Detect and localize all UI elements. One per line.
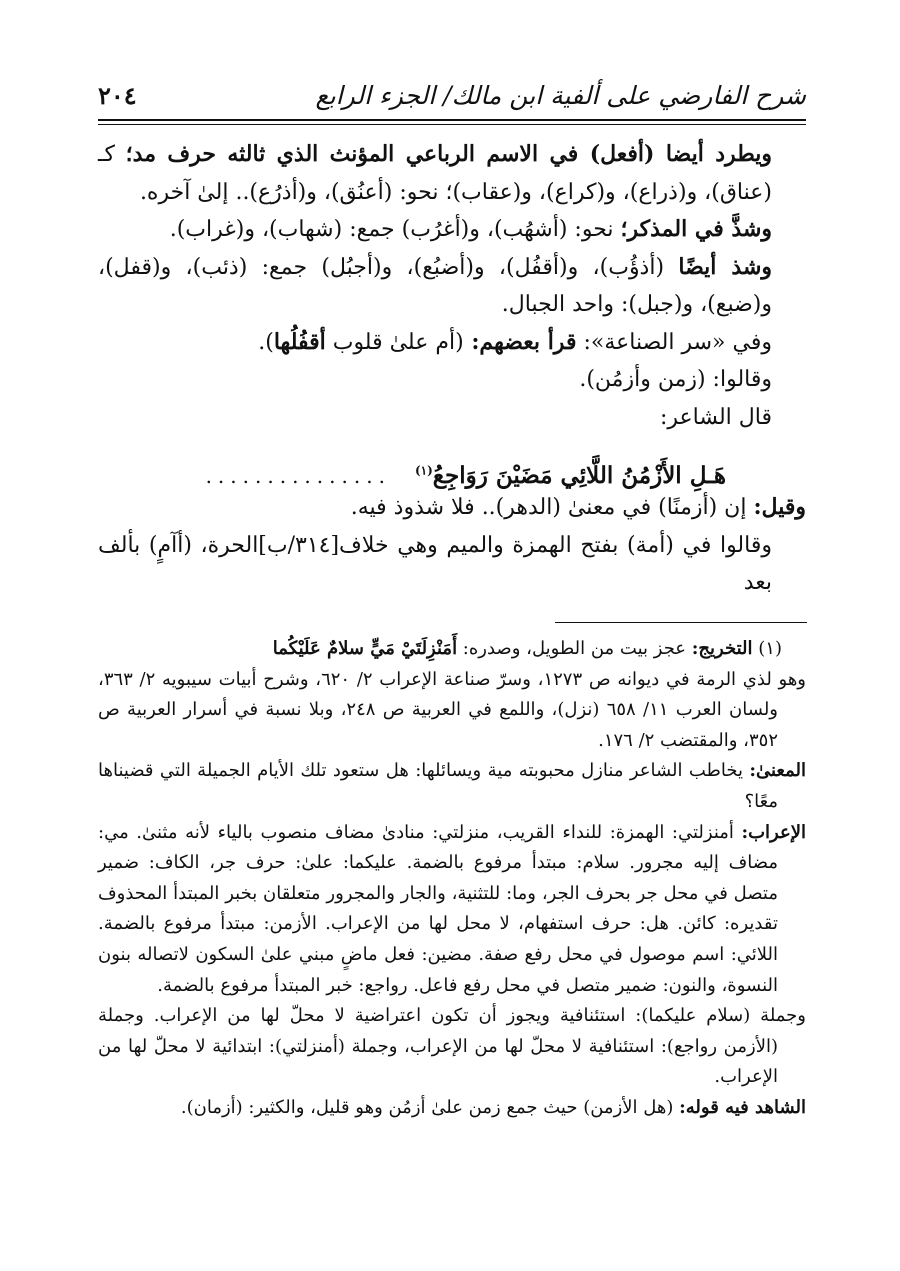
p2-bold: وشذَّ في المذكر؛: [620, 216, 772, 242]
footnote-takhrij: [98, 634, 806, 665]
footnotes: [98, 634, 806, 1124]
meaning-text: يخاطب الشاعر منازل محبوبته مية ويسائلها: هل ستعود تلك الأيام الجميلة التي قضيناها معًا؟: [98, 760, 778, 812]
p4-bold2: أقفُلُها: [273, 328, 326, 355]
p7-bold: وقيل:: [753, 494, 806, 520]
p4-pre: وفي «سر الصناعة»:: [576, 329, 772, 355]
shahid-text: (هل الأزمن) حيث جمع زمن علىٰ أزمُن وهو قليل، والكثير: (أزمان).: [180, 1096, 680, 1118]
irab-label: الإعراب:: [741, 821, 806, 843]
p3-rest: (أذؤُب)، و(أقفُل)، و(أضبُع)، و(أجبُل) جمع: (ذئب)، و(قفل)، و(ضبع)، و(جبل): واحد الجبال.: [98, 254, 772, 317]
paragraph-3: [98, 249, 806, 324]
verse-dots: ...............: [205, 464, 391, 488]
p1-rest: كـ (عناق)، و(ذراع)، و(كراع)، و(عقاب)؛ نحو: (أعنُق)، و(أذرُع).. إلىٰ آخره.: [98, 142, 772, 205]
running-title: شرح الفارضي على ألفية ابن مالك/ الجزء الرابع: [315, 80, 806, 110]
verse-gap: [98, 436, 806, 452]
p2-rest: نحو: (أشهُب)، و(أغرُب) جمع: (شهاب)، و(غراب).: [169, 217, 621, 242]
takhrij-text: عجز بيت من الطويل، وصدره:: [457, 638, 692, 659]
p7-rest: إن (أزمنًا) في معنىٰ (الدهر).. فلا شذوذ فيه.: [350, 495, 754, 520]
paragraph-7: [98, 489, 806, 527]
paragraph-4: [98, 324, 806, 362]
p3-bold: وشذ أيضًا: [678, 253, 773, 280]
footnote-jumla: وجملة (سلام عليكما): استئنافية ويجوز أن تكون اعتراضية لا محلّ لها من الإعراب. وجملة (الأزمن رواجع): استئنافية لا محلّ لها من الإعراب، وجملة (أمنزلتي): ابتدائية لا محلّ لها من الإعراب.: [98, 1005, 806, 1088]
p1-bold: ويطرد أيضا (أفعل) في الاسم الرباعي المؤنث الذي ثالثه حرف مد؛: [125, 141, 772, 167]
footnote-separator: [555, 622, 807, 623]
takhrij-sadr: أَمَنْزِلَتَيْ مَيٍّ سلامٌ عَلَيْكُما: [272, 638, 458, 659]
poetry-verse: [98, 462, 806, 489]
takhrij-label: التخريج:: [691, 638, 753, 659]
footnote-number: (١): [758, 638, 782, 659]
footnote-meaning: [98, 756, 806, 817]
page-header: [98, 72, 806, 118]
paragraph-5: وقالوا: (زمن وأزمُن).: [579, 367, 772, 392]
verse-text: [415, 462, 726, 489]
header-rule: [98, 119, 806, 121]
header-rule-thin: [98, 124, 806, 125]
paragraph-6: قال الشاعر:: [659, 404, 772, 430]
footnote-marker: (١): [414, 463, 433, 478]
paragraph-1: [98, 136, 806, 211]
page-number: ٢٠٤: [98, 80, 137, 110]
irab-text: أمنزلتي: الهمزة: للنداء القريب، منزلتي: منادىٰ مضاف منصوب بالياء لأنه مثنىٰ. مي: مضاف إليه مجرور. سلام: مبتدأ مرفوع بالضمة. عليكما: علىٰ: حرف جر، الكاف: ضمير متصل في محل جر بحرف الجر، وما: للتثنية، والجار والمجرور متعلقان بخبر المبتدأ المحذوف تقديره: كائن. هل: حرف استفهام، لا محل لها من الإعراب. الأزمن: مبتدأ مرفوع بالضمة. اللائي: اسم موصول في محل رفع صفة. مضين: فعل ماضٍ مبني علىٰ السكون لاتصاله بنون النسوة، والنون: ضمير متصل في محل رفع فاعل. رواجع: خبر المبتدأ مرفوع بالضمة.: [98, 821, 778, 996]
meaning-label: المعنىٰ:: [749, 760, 806, 782]
main-text: [98, 136, 806, 602]
paragraph-8: وقالوا في (أمة) بفتح الهمزة والميم وهي خلاف[٣١٤/ب]الحرة، (أآمٍ) بألف بعد: [98, 532, 772, 595]
verse-hemistich: هَـلِ الأَزْمُنُ اللَّائِي مَضَيْنَ رَوَاجِعُ: [432, 462, 726, 489]
footnote-irab: [98, 818, 806, 1002]
shahid-label: الشاهد فيه قوله:: [679, 1096, 806, 1118]
footnote-sources: وهو لذي الرمة في ديوانه ص ١٢٧٣، وسرّ صناعة الإعراب ٢/ ٦٢٠، وشرح أبيات سيبويه ٢/ ٣٦٣، ولسان العرب ١١/ ٦٥٨ (نزل)، واللمع في العربية ص ٢٤٨، وبلا نسبة في أسرار العربية ص ٣٥٢، والمقتضب ٢/ ١٧٦.: [98, 668, 806, 751]
p4-end: ).: [258, 329, 274, 355]
p4-rest: (أم علىٰ قلوب: [325, 329, 464, 355]
p4-bold: قرأ بعضهم:: [463, 328, 577, 355]
footnote-shahid: [98, 1093, 806, 1124]
paragraph-2: [98, 211, 806, 249]
